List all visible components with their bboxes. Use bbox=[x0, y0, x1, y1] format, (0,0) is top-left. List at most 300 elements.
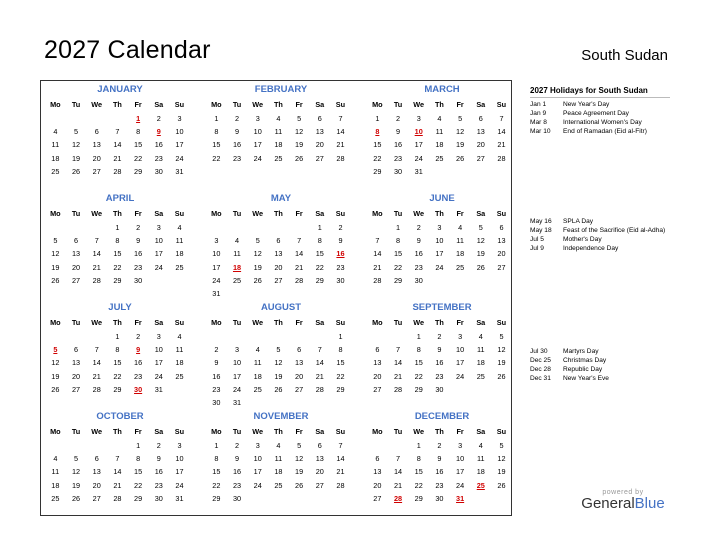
holiday-row bbox=[530, 119, 680, 127]
weekday-header: We bbox=[413, 209, 425, 218]
day-cell: 19 bbox=[476, 249, 485, 259]
holiday-name: Martyrs Day bbox=[563, 348, 599, 355]
day-cell: 5 bbox=[458, 114, 463, 123]
weekday-header: Mo bbox=[211, 427, 222, 436]
holiday-name: Peace Agreement Day bbox=[563, 110, 629, 117]
weekday-header: Th bbox=[112, 100, 122, 109]
day-cell: 15 bbox=[393, 249, 403, 259]
month-name: MAY bbox=[270, 193, 292, 204]
day-cell: 23 bbox=[232, 480, 242, 490]
day-cell: 18 bbox=[175, 358, 184, 368]
month-august bbox=[206, 302, 356, 409]
weekday-header: Mo bbox=[211, 209, 222, 218]
weekday-header: Tu bbox=[71, 100, 81, 109]
day-cell: 14 bbox=[295, 249, 304, 259]
day-cell: 18 bbox=[476, 467, 485, 477]
month-days-grid bbox=[367, 97, 517, 178]
day-cell: 23 bbox=[393, 153, 403, 163]
day-cell: 20 bbox=[315, 140, 324, 150]
day-cell: 11 bbox=[274, 454, 283, 464]
day-cell: 14 bbox=[113, 140, 122, 150]
weekday-header: Tu bbox=[393, 427, 403, 436]
holiday-day-cell: 9 bbox=[136, 345, 141, 355]
day-cell: 1 bbox=[338, 332, 343, 341]
day-cell: 25 bbox=[274, 153, 283, 163]
day-cell: 15 bbox=[212, 140, 221, 150]
day-cell: 4 bbox=[458, 223, 463, 232]
day-cell: 8 bbox=[136, 454, 141, 464]
day-cell: 22 bbox=[113, 371, 122, 381]
day-cell: 8 bbox=[214, 127, 219, 137]
day-cell: 6 bbox=[478, 114, 483, 123]
month-name: APRIL bbox=[105, 193, 135, 204]
day-cell: 14 bbox=[373, 249, 382, 259]
holiday-name: End of Ramadan (Eid al-Fitr) bbox=[563, 128, 647, 135]
day-cell: 25 bbox=[274, 480, 283, 490]
month-days-grid bbox=[206, 206, 356, 300]
day-cell: 20 bbox=[295, 371, 304, 381]
day-cell: 18 bbox=[274, 467, 283, 477]
day-cell: 27 bbox=[497, 262, 506, 272]
day-cell: 22 bbox=[414, 371, 423, 381]
month-days-grid bbox=[45, 424, 195, 505]
day-cell: 19 bbox=[456, 140, 465, 150]
weekday-header: Sa bbox=[154, 427, 164, 436]
day-cell: 19 bbox=[274, 371, 283, 381]
day-cell: 13 bbox=[71, 249, 81, 259]
day-cell: 19 bbox=[51, 371, 60, 381]
day-cell: 7 bbox=[499, 114, 504, 123]
month-name: NOVEMBER bbox=[253, 411, 309, 422]
day-cell: 3 bbox=[214, 236, 219, 246]
day-cell: 14 bbox=[92, 249, 101, 259]
day-cell: 28 bbox=[373, 275, 382, 285]
month-days-grid bbox=[45, 315, 195, 396]
empty-day-cell bbox=[86, 439, 107, 452]
holiday-date: Jul 5 bbox=[530, 236, 544, 243]
weekday-header: We bbox=[252, 318, 264, 327]
weekday-header: Th bbox=[112, 209, 122, 218]
day-cell: 7 bbox=[338, 441, 343, 450]
day-cell: 17 bbox=[175, 140, 184, 150]
weekday-header: We bbox=[252, 427, 264, 436]
day-cell: 24 bbox=[154, 371, 163, 381]
weekday-header: Fr bbox=[295, 318, 303, 327]
holiday-group-3 bbox=[530, 348, 680, 384]
day-cell: 22 bbox=[336, 371, 345, 381]
brand-logo bbox=[578, 489, 668, 512]
day-cell: 21 bbox=[393, 371, 403, 381]
brand-name bbox=[578, 495, 668, 512]
weekday-header: We bbox=[252, 100, 264, 109]
day-cell: 28 bbox=[336, 480, 345, 490]
weekday-header: Th bbox=[273, 318, 283, 327]
day-cell: 27 bbox=[373, 493, 382, 503]
day-cell: 29 bbox=[113, 275, 122, 285]
day-cell: 1 bbox=[115, 332, 120, 341]
holiday-date: Jul 9 bbox=[530, 245, 544, 252]
empty-day-cell bbox=[227, 221, 248, 234]
day-cell: 7 bbox=[317, 345, 322, 355]
weekday-header: We bbox=[413, 427, 425, 436]
day-cell: 4 bbox=[437, 114, 442, 123]
day-cell: 1 bbox=[416, 441, 421, 450]
day-cell: 21 bbox=[336, 467, 345, 477]
day-cell: 4 bbox=[255, 345, 260, 355]
day-cell: 8 bbox=[338, 345, 343, 355]
weekday-header: Su bbox=[496, 209, 507, 218]
day-cell: 23 bbox=[212, 384, 221, 394]
day-cell: 7 bbox=[396, 345, 401, 355]
day-cell: 16 bbox=[232, 140, 242, 150]
day-cell: 26 bbox=[274, 384, 283, 394]
empty-day-cell bbox=[268, 330, 289, 343]
weekday-header: We bbox=[413, 100, 425, 109]
empty-day-cell bbox=[107, 112, 128, 125]
holiday-day-cell: 31 bbox=[456, 493, 465, 503]
weekday-header: Fr bbox=[456, 318, 464, 327]
day-cell: 20 bbox=[373, 480, 382, 490]
day-cell: 28 bbox=[92, 275, 101, 285]
day-cell: 2 bbox=[235, 441, 240, 450]
weekday-header: Mo bbox=[372, 209, 383, 218]
day-cell: 28 bbox=[497, 153, 506, 163]
day-cell: 12 bbox=[295, 454, 304, 464]
day-cell: 31 bbox=[154, 384, 163, 394]
day-cell: 3 bbox=[458, 441, 463, 450]
day-cell: 5 bbox=[297, 114, 302, 123]
day-cell: 3 bbox=[416, 114, 421, 123]
day-cell: 10 bbox=[175, 127, 184, 137]
day-cell: 3 bbox=[177, 441, 182, 450]
brand-name-blue: Blue bbox=[634, 495, 665, 512]
weekday-header: Mo bbox=[211, 318, 222, 327]
weekday-header: Sa bbox=[476, 427, 486, 436]
day-cell: 7 bbox=[115, 127, 120, 137]
day-cell: 10 bbox=[175, 454, 184, 464]
day-cell: 26 bbox=[476, 262, 485, 272]
weekday-header: Mo bbox=[50, 427, 61, 436]
empty-day-cell bbox=[86, 112, 107, 125]
holiday-day-cell: 16 bbox=[336, 249, 345, 259]
month-july bbox=[45, 302, 195, 396]
day-cell: 12 bbox=[51, 358, 60, 368]
day-cell: 9 bbox=[214, 358, 219, 368]
day-cell: 9 bbox=[136, 236, 141, 246]
day-cell: 27 bbox=[92, 166, 101, 176]
holiday-row bbox=[530, 245, 680, 253]
day-cell: 18 bbox=[253, 371, 262, 381]
day-cell: 25 bbox=[232, 275, 242, 285]
weekday-header: Tu bbox=[393, 318, 403, 327]
day-cell: 17 bbox=[456, 467, 465, 477]
empty-day-cell bbox=[289, 221, 310, 234]
weekday-header: We bbox=[413, 318, 425, 327]
day-cell: 19 bbox=[71, 153, 81, 163]
day-cell: 31 bbox=[212, 288, 221, 298]
day-cell: 16 bbox=[435, 358, 444, 368]
weekday-header: Mo bbox=[50, 318, 61, 327]
weekday-header: Th bbox=[273, 427, 283, 436]
weekday-header: We bbox=[91, 100, 103, 109]
day-cell: 12 bbox=[71, 467, 81, 477]
day-cell: 1 bbox=[214, 114, 219, 123]
day-cell: 28 bbox=[113, 166, 122, 176]
day-cell: 24 bbox=[435, 262, 444, 272]
day-cell: 7 bbox=[94, 345, 99, 355]
day-cell: 13 bbox=[92, 140, 101, 150]
weekday-header: Fr bbox=[456, 209, 464, 218]
holiday-date: Mar 10 bbox=[530, 128, 551, 135]
day-cell: 9 bbox=[416, 236, 421, 246]
day-cell: 2 bbox=[437, 332, 442, 341]
day-cell: 28 bbox=[92, 384, 101, 394]
weekday-header: Su bbox=[496, 318, 507, 327]
brand-name-general: General bbox=[581, 495, 635, 512]
empty-day-cell bbox=[45, 330, 66, 343]
day-cell: 2 bbox=[156, 441, 161, 450]
empty-day-cell bbox=[107, 439, 128, 452]
day-cell: 14 bbox=[113, 467, 122, 477]
month-december bbox=[367, 411, 517, 505]
weekday-header: Tu bbox=[393, 100, 403, 109]
day-cell: 22 bbox=[393, 262, 403, 272]
day-cell: 15 bbox=[113, 249, 122, 259]
day-cell: 6 bbox=[317, 114, 322, 123]
day-cell: 5 bbox=[478, 223, 483, 232]
day-cell: 20 bbox=[71, 371, 81, 381]
holiday-date: May 18 bbox=[530, 227, 552, 234]
day-cell: 17 bbox=[232, 371, 242, 381]
weekday-header: Fr bbox=[456, 100, 464, 109]
day-cell: 16 bbox=[393, 140, 403, 150]
day-cell: 24 bbox=[175, 480, 184, 490]
day-cell: 25 bbox=[435, 153, 444, 163]
day-cell: 5 bbox=[255, 236, 260, 246]
holiday-row bbox=[530, 128, 680, 136]
day-cell: 11 bbox=[51, 140, 60, 150]
holiday-date: Dec 28 bbox=[530, 366, 551, 373]
weekday-header: Tu bbox=[232, 427, 242, 436]
empty-day-cell bbox=[388, 330, 409, 343]
day-cell: 27 bbox=[274, 275, 283, 285]
day-cell: 26 bbox=[456, 153, 465, 163]
day-cell: 27 bbox=[315, 153, 324, 163]
day-cell: 2 bbox=[437, 441, 442, 450]
day-cell: 23 bbox=[134, 371, 143, 381]
weekday-header: Tu bbox=[232, 100, 242, 109]
empty-day-cell bbox=[289, 330, 310, 343]
weekday-header: Th bbox=[112, 427, 122, 436]
day-cell: 31 bbox=[175, 493, 184, 503]
day-cell: 27 bbox=[92, 493, 101, 503]
weekday-header: Mo bbox=[372, 427, 383, 436]
day-cell: 18 bbox=[435, 140, 444, 150]
weekday-header: Sa bbox=[476, 209, 486, 218]
holiday-date: Dec 31 bbox=[530, 375, 551, 382]
day-cell: 30 bbox=[212, 397, 221, 407]
empty-day-cell bbox=[206, 330, 227, 343]
page-title: 2027 Calendar bbox=[44, 36, 211, 64]
day-cell: 28 bbox=[393, 384, 403, 394]
day-cell: 3 bbox=[255, 441, 260, 450]
day-cell: 3 bbox=[437, 223, 442, 232]
month-march bbox=[367, 84, 517, 178]
day-cell: 6 bbox=[94, 454, 99, 464]
day-cell: 1 bbox=[317, 223, 322, 232]
day-cell: 24 bbox=[456, 371, 465, 381]
powered-by-text: powered by bbox=[602, 489, 644, 496]
day-cell: 21 bbox=[295, 262, 304, 272]
day-cell: 2 bbox=[136, 332, 141, 341]
day-cell: 8 bbox=[115, 345, 120, 355]
day-cell: 6 bbox=[317, 441, 322, 450]
empty-day-cell bbox=[367, 221, 388, 234]
day-cell: 7 bbox=[94, 236, 99, 246]
day-cell: 11 bbox=[476, 345, 485, 355]
day-cell: 17 bbox=[154, 249, 163, 259]
day-cell: 19 bbox=[497, 358, 506, 368]
day-cell: 21 bbox=[92, 262, 101, 272]
day-cell: 30 bbox=[336, 275, 345, 285]
day-cell: 27 bbox=[373, 384, 382, 394]
day-cell: 30 bbox=[154, 166, 163, 176]
day-cell: 5 bbox=[53, 236, 58, 246]
day-cell: 10 bbox=[154, 345, 163, 355]
day-cell: 24 bbox=[456, 480, 465, 490]
day-cell: 6 bbox=[375, 454, 380, 464]
weekday-header: Mo bbox=[372, 318, 383, 327]
day-cell: 1 bbox=[115, 223, 120, 232]
day-cell: 10 bbox=[435, 236, 444, 246]
month-days-grid bbox=[45, 97, 195, 178]
day-cell: 5 bbox=[499, 332, 504, 341]
day-cell: 7 bbox=[338, 114, 343, 123]
day-cell: 8 bbox=[396, 236, 401, 246]
holiday-date: May 16 bbox=[530, 218, 552, 225]
weekday-header: Sa bbox=[315, 318, 325, 327]
day-cell: 3 bbox=[235, 345, 240, 355]
weekday-header: Su bbox=[335, 209, 346, 218]
day-cell: 4 bbox=[53, 454, 58, 464]
day-cell: 10 bbox=[456, 454, 465, 464]
empty-day-cell bbox=[66, 439, 87, 452]
empty-day-cell bbox=[66, 221, 87, 234]
day-cell: 13 bbox=[497, 236, 506, 246]
weekday-header: Mo bbox=[50, 209, 61, 218]
day-cell: 13 bbox=[373, 467, 382, 477]
day-cell: 30 bbox=[435, 493, 444, 503]
month-february bbox=[206, 84, 356, 165]
holiday-date: Jul 30 bbox=[530, 348, 548, 355]
holiday-name: New Year's Day bbox=[563, 101, 610, 108]
day-cell: 15 bbox=[414, 358, 423, 368]
day-cell: 24 bbox=[175, 153, 184, 163]
day-cell: 18 bbox=[175, 249, 184, 259]
day-cell: 8 bbox=[115, 236, 120, 246]
holiday-name: Independence Day bbox=[563, 245, 619, 252]
day-cell: 24 bbox=[253, 480, 262, 490]
weekday-header: Th bbox=[273, 100, 283, 109]
day-cell: 22 bbox=[373, 153, 382, 163]
holiday-day-cell: 10 bbox=[414, 127, 423, 137]
weekday-header: Tu bbox=[232, 209, 242, 218]
day-cell: 3 bbox=[458, 332, 463, 341]
day-cell: 3 bbox=[156, 332, 161, 341]
day-cell: 23 bbox=[154, 480, 163, 490]
day-cell: 29 bbox=[414, 493, 423, 503]
day-cell: 1 bbox=[214, 441, 219, 450]
day-cell: 3 bbox=[156, 223, 161, 232]
day-cell: 4 bbox=[53, 127, 58, 137]
day-cell: 2 bbox=[416, 223, 421, 232]
month-name: OCTOBER bbox=[96, 411, 144, 422]
holiday-group-2 bbox=[530, 218, 680, 254]
month-september bbox=[367, 302, 517, 396]
holiday-name: Feast of the Sacrifice (Eid al-Adha) bbox=[563, 227, 666, 234]
day-cell: 16 bbox=[232, 467, 242, 477]
month-name: JUNE bbox=[429, 193, 455, 204]
empty-day-cell bbox=[45, 439, 66, 452]
weekday-header: Su bbox=[174, 427, 185, 436]
holiday-date: Jan 9 bbox=[530, 110, 547, 117]
day-cell: 24 bbox=[253, 153, 262, 163]
day-cell: 15 bbox=[212, 467, 221, 477]
day-cell: 6 bbox=[94, 127, 99, 137]
weekday-header: Fr bbox=[456, 427, 464, 436]
weekday-header: Sa bbox=[154, 318, 164, 327]
day-cell: 27 bbox=[476, 153, 485, 163]
day-cell: 12 bbox=[295, 127, 304, 137]
weekday-header: Su bbox=[496, 427, 507, 436]
day-cell: 2 bbox=[136, 223, 141, 232]
day-cell: 3 bbox=[255, 114, 260, 123]
day-cell: 28 bbox=[315, 384, 324, 394]
day-cell: 25 bbox=[253, 384, 262, 394]
day-cell: 4 bbox=[276, 441, 281, 450]
day-cell: 13 bbox=[71, 358, 81, 368]
day-cell: 21 bbox=[393, 480, 403, 490]
day-cell: 2 bbox=[214, 345, 219, 355]
month-name: SEPTEMBER bbox=[412, 302, 472, 313]
holiday-name: International Women's Day bbox=[563, 119, 642, 126]
month-days-grid bbox=[367, 206, 517, 287]
day-cell: 12 bbox=[497, 345, 506, 355]
calendar-grid bbox=[40, 80, 512, 516]
day-cell: 31 bbox=[175, 166, 184, 176]
day-cell: 4 bbox=[478, 332, 483, 341]
holiday-day-cell: 30 bbox=[134, 384, 143, 394]
day-cell: 16 bbox=[212, 371, 221, 381]
holiday-day-cell: 9 bbox=[156, 127, 161, 137]
day-cell: 6 bbox=[499, 223, 504, 232]
day-cell: 22 bbox=[212, 480, 221, 490]
holiday-row bbox=[530, 218, 680, 226]
day-cell: 18 bbox=[51, 480, 60, 490]
holiday-day-cell: 1 bbox=[136, 114, 141, 123]
day-cell: 12 bbox=[497, 454, 506, 464]
day-cell: 28 bbox=[113, 493, 122, 503]
day-cell: 9 bbox=[437, 454, 442, 464]
day-cell: 26 bbox=[71, 493, 81, 503]
day-cell: 5 bbox=[499, 441, 504, 450]
day-cell: 26 bbox=[497, 480, 506, 490]
day-cell: 15 bbox=[373, 140, 382, 150]
day-cell: 7 bbox=[375, 236, 380, 246]
month-name: AUGUST bbox=[260, 302, 302, 313]
day-cell: 27 bbox=[295, 384, 304, 394]
day-cell: 21 bbox=[113, 480, 122, 490]
